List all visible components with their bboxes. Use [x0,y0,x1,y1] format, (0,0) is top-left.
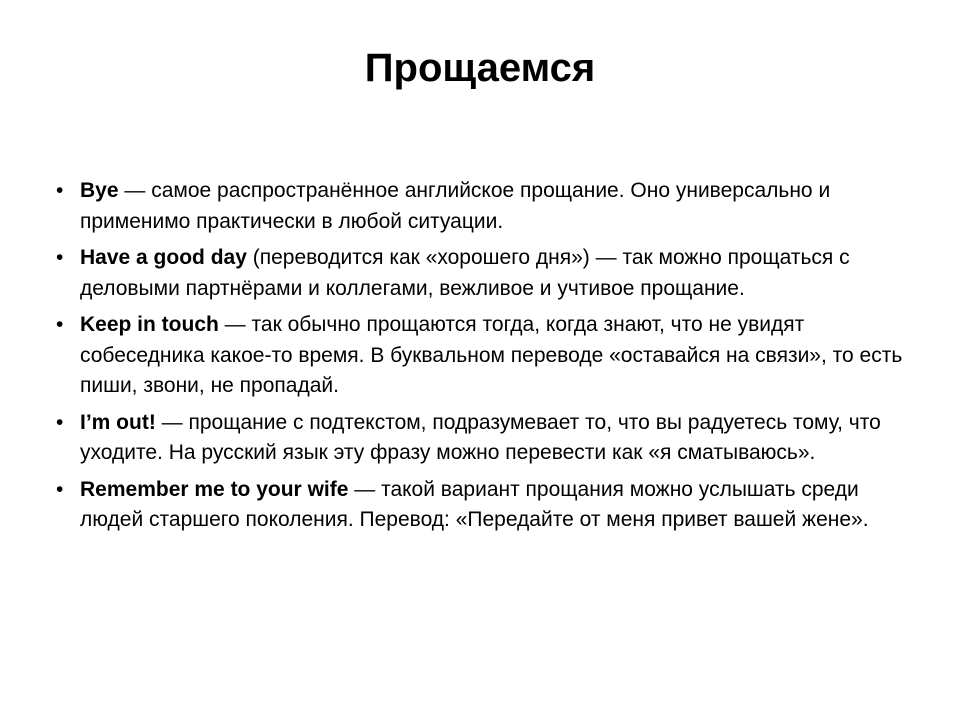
description-im-out: — прощание с подтекстом, подразумевает то, что вы радуетесь тому, что уходите. На русский язык эту фразу можно перевести как «я сматываюсь». [80,410,881,464]
phrase-remember-me: Remember me to your wife [80,477,349,501]
bullet-dot-icon: • [56,179,64,202]
bullet-item-keep-in-touch [56,310,906,402]
bullet-item-have-a-good-day [56,243,906,304]
description-remember-me: — такой вариант прощания можно услышать среди людей старшего поколения. Перевод: «Передайте от меня привет вашей жене». [80,477,869,531]
phrase-im-out: I’m out! [80,410,156,434]
slide-title: Прощаемся [364,46,596,90]
bullet-dot-icon: • [56,410,64,434]
bullet-item-im-out [56,408,906,469]
phrase-bye: Bye [80,179,119,202]
phrase-keep-in-touch: Keep in touch [80,313,219,336]
bullet-item-remember-me [56,475,906,536]
description-have-a-good-day: (переводится как «хорошего дня») — так можно прощаться с деловыми партнёрами и коллегами, вежливое и учтивое прощание. [80,246,850,300]
bullet-item-bye [56,176,906,237]
bullet-dot-icon: • [56,246,64,269]
phrase-have-a-good-day: Have a good day [80,246,247,269]
bullet-dot-icon: • [56,313,64,336]
description-bye: — самое распространённое английское прощание. Оно универсально и применимо практически в любой ситуации. [80,179,831,233]
bullet-list [56,176,906,542]
description-keep-in-touch: — так обычно прощаются тогда, когда знают, что не увидят собеседника какое-то время. В буквальном переводе «оставайся на связи», то есть пиши, звони, не пропадай. [80,313,903,397]
bullet-dot-icon: • [56,477,64,501]
